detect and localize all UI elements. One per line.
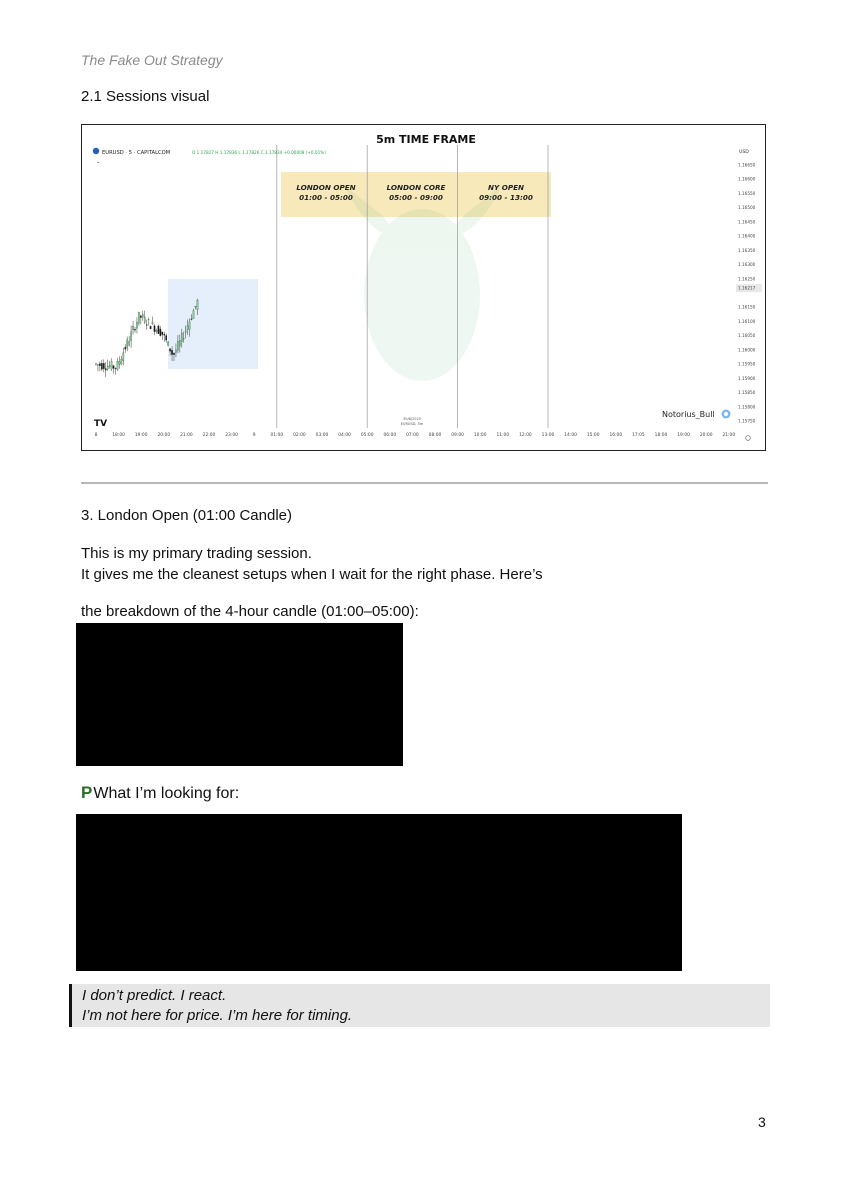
candle-body (107, 366, 108, 369)
y-tick-label: 1.16300 (738, 262, 756, 268)
y-tick-label: 1.16217 (738, 285, 756, 291)
candle-body (125, 347, 126, 349)
y-tick-label: 1.15950 (738, 361, 756, 367)
candle-body (181, 333, 182, 341)
y-tick-label: 1.16050 (738, 333, 756, 339)
x-tick-label: 17:05 (632, 433, 645, 438)
candle-body (132, 326, 133, 330)
x-tick-label: 01:00 (270, 433, 284, 438)
candle-body (162, 332, 163, 335)
looking-for-heading (81, 783, 239, 803)
x-tick-label: 18:00 (654, 433, 668, 438)
chart-settings-gear-icon[interactable] (746, 436, 751, 441)
candle-body (113, 366, 114, 368)
x-tick-label: 02:00 (293, 433, 306, 438)
candle-body (177, 341, 178, 350)
candle-body (152, 323, 153, 324)
candle-body (117, 361, 118, 369)
x-tick-label: 13:00 (541, 433, 555, 438)
y-tick-label: 1.16100 (738, 318, 756, 324)
candle-body (167, 342, 168, 346)
paragraph-line-2: It gives me the cleanest setups when I wait for the right phase. Here’s (81, 566, 543, 583)
section-heading-sessions-visual: 2.1 Sessions visual (81, 88, 210, 105)
candle-body (175, 350, 176, 352)
session-label-time-1: 05:00 - 09:00 (389, 193, 443, 202)
document-header-title: The Fake Out Strategy (81, 52, 223, 68)
x-tick-label: 12:00 (519, 433, 532, 438)
candle-body (185, 331, 186, 333)
tradingview-logo: TV (94, 419, 108, 429)
candle-body (101, 363, 102, 369)
center-date-label: 30/6/2025 (403, 417, 421, 421)
chart-frame-title: 5m TIME FRAME (376, 133, 476, 146)
candle-body (97, 365, 98, 366)
y-tick-label: 1.16450 (738, 219, 756, 225)
candle-body (148, 319, 149, 320)
candle-body (193, 311, 194, 319)
x-tick-label: 07:00 (406, 433, 419, 438)
quote-line-1: I don’t predict. I react. (82, 987, 227, 1004)
section-divider (81, 482, 768, 484)
sessions-chart-svg (82, 125, 765, 450)
candle-body (134, 329, 135, 330)
sessions-chart-image (81, 124, 766, 451)
candle-body (156, 330, 157, 331)
x-tick-label: 21:00 (722, 433, 736, 438)
paragraph-line-1: This is my primary trading session. (81, 545, 312, 562)
candle-body (160, 329, 161, 336)
x-tick-label: 11:00 (496, 433, 510, 438)
x-tick-label: 05:00 (360, 433, 374, 438)
y-tick-label: 1.16250 (738, 276, 756, 282)
session-label-name-1: LONDON CORE (386, 183, 446, 192)
y-axis (736, 163, 762, 424)
y-tick-label: 1.16650 (738, 162, 756, 168)
y-tick-label: 1.16550 (738, 190, 756, 196)
bull-watermark-logo (344, 185, 502, 381)
x-tick-label: 20:00 (699, 433, 713, 438)
session-label-name-2: NY OPEN (487, 183, 525, 192)
x-tick-label: 16:00 (609, 433, 623, 438)
center-symbol-label: EURUSD, 5m (400, 422, 424, 426)
currency-label: USD (739, 150, 749, 155)
redacted-block-1 (76, 623, 403, 766)
page-number: 3 (758, 1114, 766, 1130)
candle-body (111, 361, 112, 369)
candle-body (140, 316, 141, 318)
y-tick-label: 1.16350 (738, 247, 756, 253)
x-tick-label: 18:00 (112, 433, 125, 438)
x-tick-label: 14:00 (564, 433, 577, 438)
candle-body (136, 322, 137, 328)
session-label-time-2: 09:00 - 13:00 (479, 193, 533, 202)
highlight-box (168, 279, 258, 369)
candle-body (166, 335, 167, 340)
x-tick-label: 20:00 (157, 433, 171, 438)
session-label-time-0: 01:00 - 05:00 (299, 193, 353, 202)
x-tick-label: 04:00 (338, 433, 351, 438)
x-tick-label: 19:00 (677, 433, 690, 438)
collapse-chevron-icon[interactable]: ⌄ (96, 159, 101, 165)
quote-block (69, 984, 770, 1027)
session-label-name-0: LONDON OPEN (296, 183, 356, 192)
section-heading-london-open: 3. London Open (01:00 Candle) (81, 507, 292, 524)
candle-body (99, 364, 100, 366)
y-tick-label: 1.16600 (738, 176, 756, 182)
y-tick-label: 1.15850 (738, 390, 756, 396)
x-tick-label: 19:00 (134, 433, 148, 438)
x-axis (95, 432, 736, 438)
candle-body (138, 312, 139, 323)
candle-body (103, 363, 104, 368)
candle-body (197, 300, 198, 309)
ohlc-line: O 1.17827 H 1.17836 L 1.17826 C 1.17834 +0.00008 (+0.01%) (192, 150, 326, 155)
x-tick-label: 09:00 (451, 433, 464, 438)
candle-body (189, 322, 190, 330)
x-tick-label: 23:00 (225, 433, 238, 438)
candle-body (95, 364, 96, 365)
candle-body (187, 326, 188, 330)
x-tick-label: 8 (94, 433, 98, 438)
paragraph-line-3: the breakdown of the 4-hour candle (01:00–05:00): (81, 603, 419, 620)
x-tick-label: 21:00 (180, 433, 193, 438)
candle-body (195, 306, 196, 307)
y-tick-label: 1.16500 (738, 205, 756, 211)
candle-body (130, 332, 131, 341)
candle-body (171, 350, 172, 355)
candle-body (164, 334, 165, 335)
candle-body (105, 369, 106, 371)
x-tick-label: 08:00 (428, 433, 442, 438)
candle-body (191, 319, 192, 320)
p-marker-icon: P (81, 783, 93, 802)
candle-body (121, 359, 122, 364)
x-tick-label: 22:00 (202, 433, 216, 438)
candle-body (128, 341, 129, 345)
candle-body (109, 366, 110, 367)
candle-body (183, 338, 184, 339)
redacted-block-2 (76, 814, 682, 971)
looking-for-label: What I’m looking for: (93, 785, 240, 802)
candle-body (154, 326, 155, 332)
verified-badge-icon-inner (724, 412, 728, 416)
candle-body (179, 340, 180, 346)
x-tick-label: 03:00 (315, 433, 329, 438)
candle-body (150, 326, 151, 329)
candle-body (127, 340, 128, 348)
x-tick-label: 10:00 (473, 433, 487, 438)
candle-body (115, 368, 116, 369)
symbol-flag-icon (93, 148, 99, 154)
y-tick-label: 1.16400 (738, 233, 756, 239)
candle-body (173, 353, 174, 355)
candle-body (119, 362, 120, 364)
symbol-line: EURUSD · 5 · CAPITALCOM (102, 150, 171, 156)
y-tick-label: 1.16150 (738, 304, 756, 310)
y-tick-label: 1.15900 (738, 375, 756, 381)
x-tick-label: 06:00 (383, 433, 397, 438)
candle-body (158, 326, 159, 334)
watermark-name: Notorius_Bull (662, 410, 715, 419)
x-tick-label: 15:00 (586, 433, 600, 438)
y-tick-label: 1.15750 (738, 418, 756, 424)
quote-line-2: I’m not here for price. I’m here for timing. (82, 1007, 353, 1024)
candle-body (123, 353, 124, 361)
candle-body (146, 325, 147, 326)
x-tick-label: 9 (252, 433, 256, 438)
candle-body (144, 317, 145, 322)
candle-body (169, 349, 170, 352)
y-tick-label: 1.15800 (738, 404, 756, 410)
candle-body (142, 315, 143, 318)
y-tick-label: 1.16000 (738, 347, 756, 353)
